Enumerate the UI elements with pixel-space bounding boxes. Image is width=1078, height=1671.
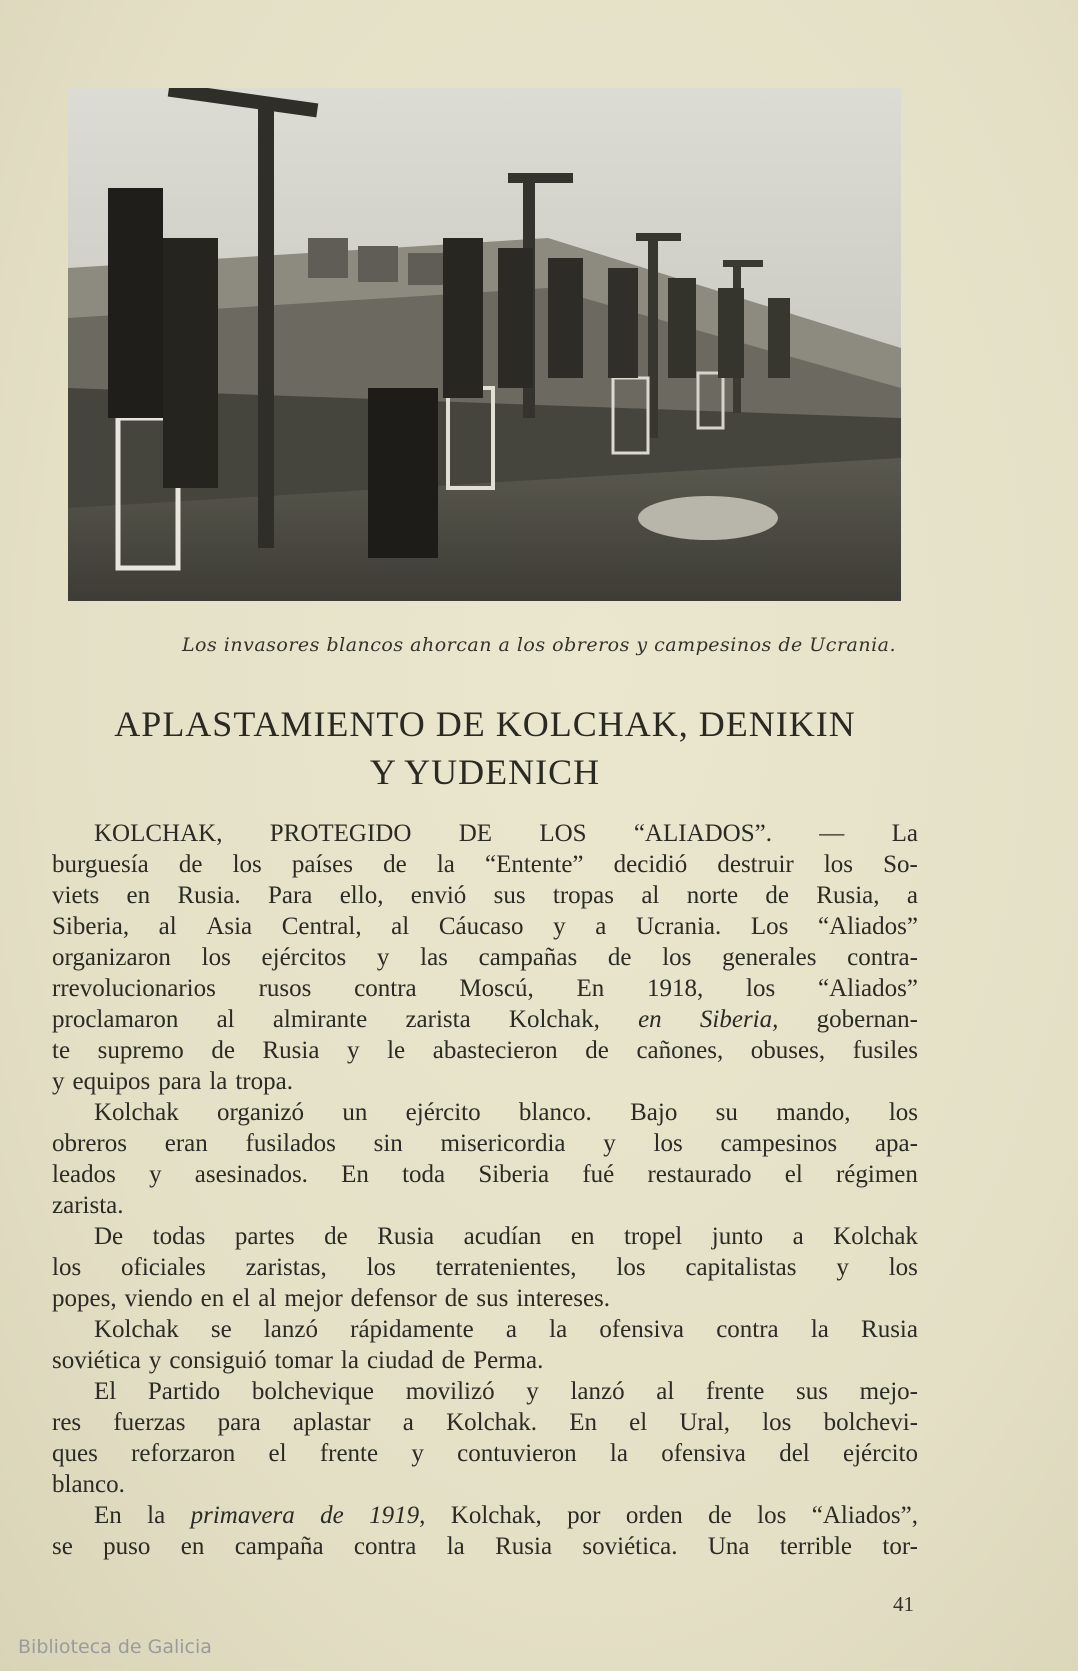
word: Rusia.: [177, 882, 241, 909]
word: mejo-: [859, 1378, 918, 1405]
word: La: [891, 820, 918, 847]
word: de: [607, 944, 632, 971]
word: los: [823, 851, 854, 878]
paragraph: [52, 1314, 918, 1376]
word: al: [656, 1378, 675, 1405]
word: obreros: [52, 1130, 127, 1157]
text-line: [52, 1190, 918, 1221]
word: En: [341, 1161, 369, 1188]
photograph-drawing: [68, 88, 901, 601]
word: Asia: [206, 913, 253, 940]
word: de: [320, 1502, 344, 1529]
paragraph: [52, 818, 918, 1097]
word: al: [158, 913, 177, 940]
word: tropa.: [235, 1068, 293, 1095]
word: burguesía: [52, 851, 149, 878]
word: de: [178, 851, 203, 878]
word: En: [94, 1502, 122, 1529]
text-line: [52, 1252, 918, 1283]
body-text: [52, 818, 918, 1562]
word: terratenientes,: [435, 1254, 577, 1281]
word: tropas: [552, 882, 615, 909]
word: puso: [103, 1533, 151, 1560]
word: apa-: [874, 1130, 918, 1157]
word: y: [376, 944, 390, 971]
word: bolchevi-: [823, 1409, 918, 1436]
text-line: [52, 1221, 918, 1252]
word: 1918,: [647, 975, 704, 1002]
word: blanco.: [518, 1099, 592, 1126]
word: mejor: [284, 1285, 343, 1312]
text-line: [52, 1066, 918, 1097]
word: El: [94, 1378, 117, 1405]
word: campaña: [234, 1533, 324, 1560]
word: ofensiva: [661, 1440, 746, 1467]
word: En: [569, 1409, 597, 1436]
word: todas: [152, 1223, 206, 1250]
word: cañones,: [636, 1037, 724, 1064]
word: ejércitos: [261, 944, 347, 971]
word: zaristas,: [245, 1254, 327, 1281]
word: equipos: [72, 1068, 151, 1095]
word: de: [383, 851, 407, 878]
word: junto: [711, 1223, 764, 1250]
word: DE: [458, 820, 493, 847]
word: blanco.: [52, 1471, 125, 1498]
word: en: [570, 1223, 595, 1250]
word: Ural,: [679, 1409, 731, 1436]
text-line: [52, 1376, 918, 1407]
word: Una: [707, 1533, 750, 1560]
word: toda: [402, 1161, 446, 1188]
word: ello,: [339, 882, 384, 909]
word: sus: [796, 1378, 828, 1405]
photograph-hangings: [68, 88, 901, 601]
word: proclamaron: [52, 1006, 179, 1033]
word: Rusia: [861, 1316, 918, 1343]
word: “ALIADOS”.: [633, 820, 772, 847]
word: de: [444, 1285, 469, 1312]
word: de: [708, 1502, 732, 1529]
word: frente: [706, 1378, 765, 1405]
word: Siberia,: [699, 1006, 779, 1033]
word: contra: [354, 975, 417, 1002]
word: tropel: [623, 1223, 683, 1250]
word: eran: [164, 1130, 208, 1157]
word: Los: [750, 913, 789, 940]
word: restaurado: [647, 1161, 752, 1188]
word: ciudad: [366, 1347, 434, 1374]
word: lanzó: [263, 1316, 318, 1343]
word: fusiles: [852, 1037, 918, 1064]
word: al: [216, 1006, 235, 1033]
word: asesinados.: [194, 1161, 308, 1188]
word: a: [906, 882, 918, 909]
word: rrevolucionarios: [52, 975, 216, 1002]
word: se: [210, 1316, 232, 1343]
word: de: [765, 882, 789, 909]
word: Rusia,: [816, 882, 880, 909]
paragraph: [52, 1376, 918, 1500]
word: rápidamente: [350, 1316, 474, 1343]
word: contuvieron: [457, 1440, 577, 1467]
word: para: [158, 1068, 202, 1095]
text-line: [52, 911, 918, 942]
word: los: [201, 944, 231, 971]
word: popes,: [52, 1285, 117, 1312]
word: sin: [373, 1130, 403, 1157]
text-line: [52, 1345, 918, 1376]
word: a: [505, 1316, 517, 1343]
word: al: [641, 882, 660, 909]
word: fuerzas: [113, 1409, 186, 1436]
word: Kolchak,: [508, 1006, 600, 1033]
word: De: [94, 1223, 124, 1250]
word: los: [762, 1409, 792, 1436]
word: el: [784, 1161, 803, 1188]
text-line: [52, 1035, 918, 1066]
word: envió: [410, 882, 467, 909]
word: organizaron: [52, 944, 171, 971]
word: zarista: [405, 1006, 471, 1033]
word: se: [52, 1533, 73, 1560]
word: Perma.: [473, 1347, 544, 1374]
word: supremo: [97, 1037, 184, 1064]
word: decidió: [613, 851, 688, 878]
word: los: [888, 1254, 918, 1281]
word: los: [757, 1502, 787, 1529]
word: las: [420, 944, 448, 971]
word: obuses,: [750, 1037, 826, 1064]
word: generales: [722, 944, 817, 971]
word: en: [638, 1006, 662, 1033]
word: reforzaron: [131, 1440, 236, 1467]
word: y: [52, 1068, 65, 1095]
word: de: [211, 1037, 235, 1064]
word: organizó: [217, 1099, 305, 1126]
text-line: [52, 1407, 918, 1438]
word: abastecieron: [432, 1037, 558, 1064]
word: partes: [234, 1223, 295, 1250]
word: “Entente”: [484, 851, 584, 878]
word: destruir: [717, 851, 794, 878]
word: Moscú,: [459, 975, 534, 1002]
word: campesinos: [720, 1130, 838, 1157]
word: los: [662, 944, 692, 971]
word: ejército: [405, 1099, 481, 1126]
word: intereses.: [516, 1285, 611, 1312]
word: norte: [686, 882, 739, 909]
word: leados: [52, 1161, 116, 1188]
word: Siberia: [478, 1161, 550, 1188]
paragraph: [52, 1500, 918, 1562]
word: y: [553, 913, 566, 940]
word: de: [441, 1347, 466, 1374]
word: a: [402, 1409, 414, 1436]
word: movilizó: [405, 1378, 495, 1405]
word: régimen: [835, 1161, 918, 1188]
word: Kolchak: [833, 1223, 918, 1250]
word: a: [595, 913, 607, 940]
word: primavera: [190, 1502, 295, 1529]
word: viendo: [124, 1285, 193, 1312]
word: la: [340, 1347, 359, 1374]
word: Siberia,: [52, 913, 130, 940]
word: viets: [52, 882, 100, 909]
word: y: [526, 1378, 539, 1405]
word: contra-: [847, 944, 918, 971]
word: “Aliados”,: [811, 1502, 918, 1529]
word: la: [209, 1068, 228, 1095]
word: rusos: [258, 975, 312, 1002]
word: Rusia: [495, 1533, 553, 1560]
word: la: [147, 1502, 166, 1529]
word: “Aliados”: [818, 975, 918, 1002]
word: la: [549, 1316, 568, 1343]
word: zarista.: [52, 1192, 124, 1219]
word: Rusia: [377, 1223, 435, 1250]
word: 1919,: [369, 1502, 426, 1529]
word: bolchevique: [251, 1378, 374, 1405]
word: al: [258, 1285, 277, 1312]
text-line: [52, 942, 918, 973]
word: para: [217, 1409, 261, 1436]
word: gobernan-: [816, 1006, 918, 1033]
word: contra: [353, 1533, 417, 1560]
chapter-title: [0, 700, 970, 796]
word: en: [200, 1285, 225, 1312]
word: los: [888, 1099, 918, 1126]
page-number: 41: [893, 1592, 914, 1616]
word: campañas: [478, 944, 578, 971]
text-line: [52, 1438, 918, 1469]
word: Partido: [147, 1378, 221, 1405]
word: fué: [582, 1161, 615, 1188]
text-line: [52, 1128, 918, 1159]
word: la: [810, 1316, 829, 1343]
word: la: [446, 1533, 465, 1560]
word: y: [347, 1037, 360, 1064]
word: a: [792, 1223, 804, 1250]
library-watermark: Biblioteca de Galicia: [18, 1636, 212, 1658]
word: misericordia: [440, 1130, 566, 1157]
word: sus: [476, 1285, 509, 1312]
text-line: [52, 1097, 918, 1128]
word: ofensiva: [599, 1316, 685, 1343]
word: defensor: [350, 1285, 437, 1312]
word: le: [387, 1037, 406, 1064]
word: oficiales: [121, 1254, 206, 1281]
word: consiguió: [169, 1347, 267, 1374]
word: contra: [716, 1316, 779, 1343]
paragraph: [52, 1221, 918, 1314]
word: al: [391, 913, 410, 940]
word: Bajo: [630, 1099, 678, 1126]
word: lanzó: [570, 1378, 625, 1405]
word: los: [746, 975, 776, 1002]
title-line-2: Y YUDENICH: [369, 752, 601, 792]
word: frente: [319, 1440, 379, 1467]
word: Rusia: [262, 1037, 320, 1064]
word: un: [342, 1099, 368, 1126]
word: los: [653, 1130, 683, 1157]
word: su: [715, 1099, 738, 1126]
word: te: [52, 1037, 71, 1064]
word: los: [366, 1254, 396, 1281]
word: acudían: [463, 1223, 542, 1250]
word: aplastar: [292, 1409, 371, 1436]
word: LOS: [539, 820, 587, 847]
word: almirante: [272, 1006, 368, 1033]
word: Ucrania.: [635, 913, 722, 940]
word: Central,: [281, 913, 362, 940]
word: la: [609, 1440, 628, 1467]
word: KOLCHAK,: [94, 820, 223, 847]
word: y: [603, 1130, 616, 1157]
word: y: [148, 1347, 162, 1374]
word: en: [126, 882, 151, 909]
word: países: [291, 851, 353, 878]
word: y: [836, 1254, 849, 1281]
word: del: [779, 1440, 810, 1467]
word: en: [180, 1533, 205, 1560]
word: soviética.: [582, 1533, 678, 1560]
word: So-: [883, 851, 918, 878]
text-line: [52, 1469, 918, 1500]
word: tomar: [274, 1347, 333, 1374]
word: la: [436, 851, 455, 878]
text-line: [52, 880, 918, 911]
word: de: [324, 1223, 348, 1250]
word: los: [232, 851, 262, 878]
text-line: [52, 849, 918, 880]
word: y: [411, 1440, 424, 1467]
word: tor-: [882, 1533, 918, 1560]
text-line: [52, 1004, 918, 1035]
word: “Aliados”: [817, 913, 918, 940]
text-line: [52, 1159, 918, 1190]
word: —: [819, 820, 845, 847]
word: fusilados: [245, 1130, 336, 1157]
word: sus: [493, 882, 526, 909]
word: los: [616, 1254, 646, 1281]
word: por: [567, 1502, 601, 1529]
word: y: [149, 1161, 162, 1188]
word: el: [232, 1285, 251, 1312]
word: ques: [52, 1440, 98, 1467]
word: orden: [625, 1502, 683, 1529]
word: mando,: [776, 1099, 851, 1126]
word: el: [268, 1440, 287, 1467]
word: PROTEGIDO: [269, 820, 412, 847]
word: Para: [267, 882, 313, 909]
word: capitalistas: [685, 1254, 797, 1281]
word: Kolchak: [94, 1099, 179, 1126]
word: Kolchak,: [450, 1502, 542, 1529]
word: Kolchak: [94, 1316, 179, 1343]
word: terrible: [779, 1533, 853, 1560]
photo-caption: Los invasores blancos ahorcan a los obreros y campesinos de Ucrania.: [181, 634, 897, 656]
word: Cáucaso: [438, 913, 524, 940]
title-line-1: APLASTAMIENTO DE KOLCHAK, DENIKIN: [114, 704, 856, 744]
text-line: [52, 818, 918, 849]
word: soviética: [52, 1347, 141, 1374]
text-line: [52, 1531, 918, 1562]
word: Kolchak.: [446, 1409, 538, 1436]
text-line: [52, 973, 918, 1004]
word: el: [629, 1409, 648, 1436]
word: ejército: [843, 1440, 918, 1467]
text-line: [52, 1283, 918, 1314]
paragraph: [52, 1097, 918, 1221]
text-line: [52, 1314, 918, 1345]
text-line: [52, 1500, 918, 1531]
word: de: [585, 1037, 609, 1064]
word: res: [52, 1409, 82, 1436]
word: los: [52, 1254, 82, 1281]
word: En: [576, 975, 605, 1002]
